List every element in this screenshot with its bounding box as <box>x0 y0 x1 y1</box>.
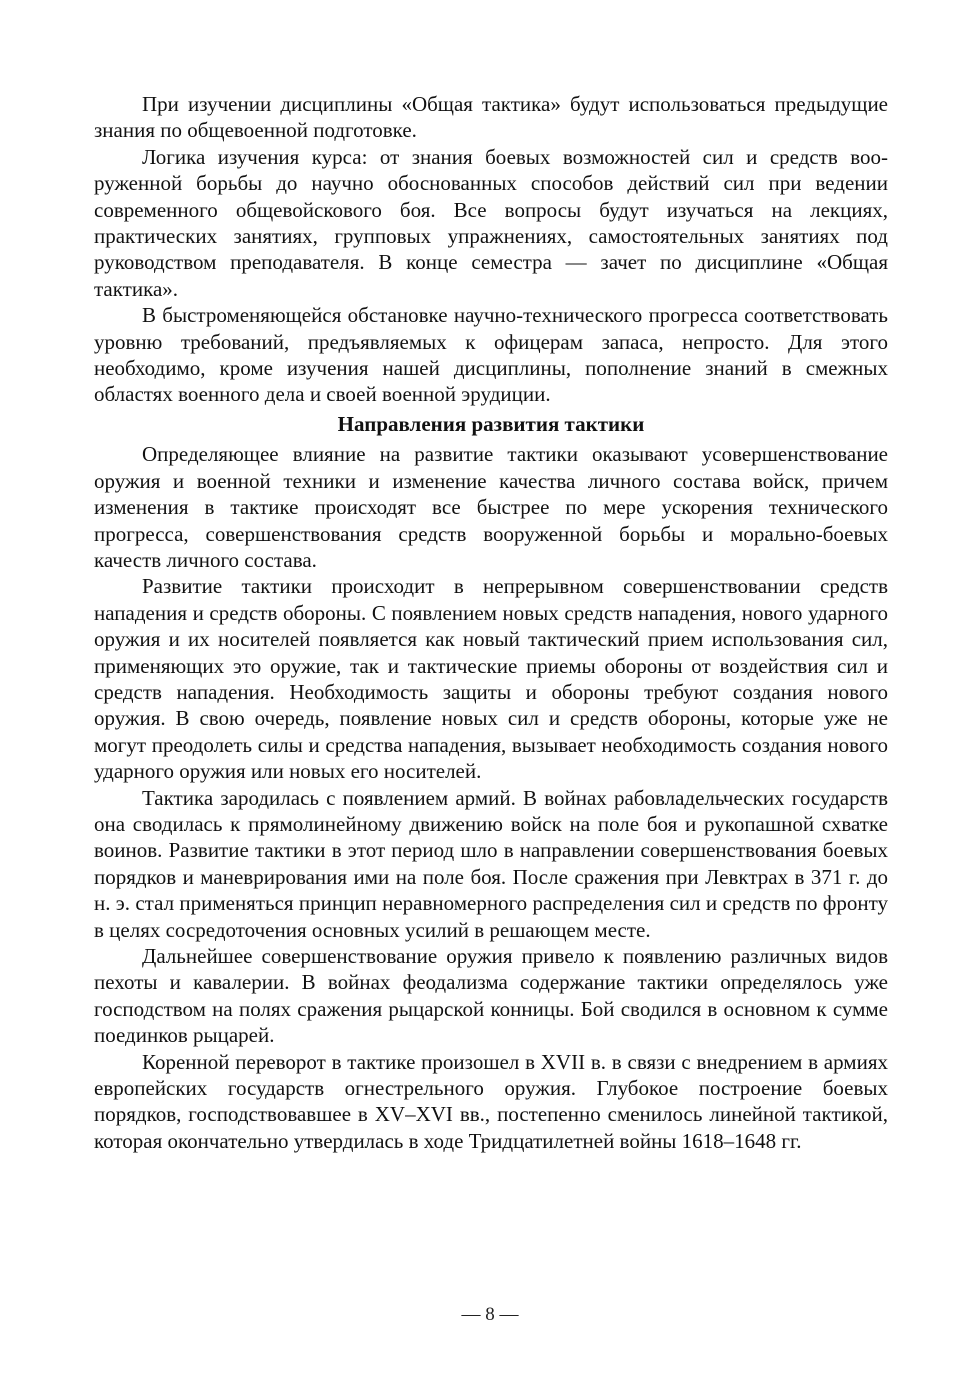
paragraph: Развитие тактики происходит в непрерывном совершенствовании средств нападения и средств обороны. С появлением новых средств нападения, нового ударного оружия и их носителей появляется как новый тактический прием использования сил, применяющих это оружие, так и тактические приемы обороны от воздействия сил и средств нападения. Необходимость защиты и обороны требуют создания нового оружия. В свою очередь, появление новых сил и средств обороны, которые уже не могут преодолеть силы и средства нападения, вызывает необходимость создания нового ударного оружия или новых его носителей. <box>94 574 888 784</box>
paragraph: Логика изучения курса: от знания боевых возможностей сил и средств вооруженной борьбы до научно обоснованных способов действий сил при ведении современного общевойскового боя. Все вопросы будут изучаться на лекциях, практических занятиях, групповых упражнениях, самостоятельных занятиях под руководством преподавателя. В конце семестра — зачет по дисциплине «Общая тактика». <box>94 144 888 301</box>
paragraph: При изучении дисциплины «Общая тактика» будут использоваться предыдущие знания по общевоенной подготовке. <box>94 92 888 143</box>
paragraph: В быстроменяющейся обстановке научно-технического прогресса соответствовать уровню требований, предъявляемых к офицерам запаса, непросто. Для этого необходимо, кроме изучения нашей дисциплины, пополнение знаний в смежных областях военного дела и своей военной эрудиции. <box>94 303 888 407</box>
paragraph: Дальнейшее совершенствование оружия привело к появлению различных видов пехоты и кавалерии. В войнах феодализма содержание тактики определялось уже господством на полях сражения рыцарской конницы. Бой сводился в основном к сумме поединков рыцарей. <box>94 944 888 1048</box>
paragraph: Тактика зародилась с появлением армий. В войнах рабовладельческих государств она сводилась к прямолинейному движению войск на поле боя и рукопашной схватке воинов. Развитие тактики в этот период шло в направлении совершенствования боевых порядков и маневрирования ими на поле боя. После сражения при Левктрах в 371 г. до н. э. стал применяться принцип неравномерного распределения сил и средств по фронту в целях сосредоточения основных усилий в решающем месте. <box>94 785 888 942</box>
page-number: — 8 — <box>461 1304 519 1325</box>
paragraph: Определяющее влияние на развитие тактики оказывают усовершенствование оружия и военной техники и изменение качества личного состава войск, причем изменения в тактике происходят все быстрее по мере ускорения технического прогресса, совершенствования средств вооруженной борьбы и морально-боевых качеств личного состава. <box>94 442 888 572</box>
section-heading: Направления развития тактики <box>337 411 645 436</box>
page-body <box>94 91 888 1154</box>
paragraph: Коренной переворот в тактике произошел в XVII в. в связи с внедрением в армиях европейских государств огнестрельного оружия. Глубокое построение боевых порядков, господствовавшее в XV–XVI вв., постепенно сменилось линейной тактикой, которая окончательно утвердилась в ходе Тридцатилетней войны 1618–1648 гг. <box>94 1049 888 1153</box>
